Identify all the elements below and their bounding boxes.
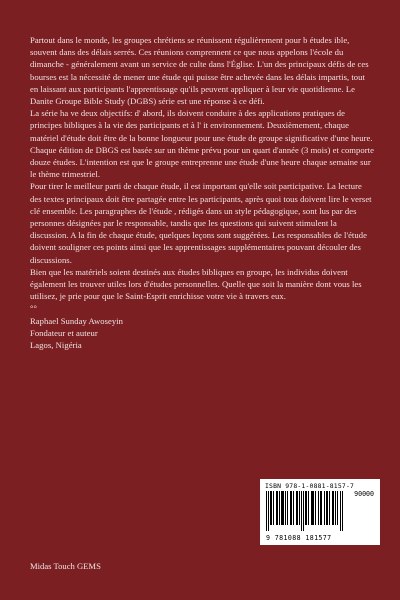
publisher-name: Midas Touch GEMS — [30, 561, 101, 571]
price-code: 90000 — [354, 490, 374, 498]
paragraph-participation: Pour tirer le meilleur parti de chaque étude, il est important qu'elle soit participative. La lecture des textes principaux doit être partagée entre les participants, après quoi tous doivent lire le verset clé ensemble. Les paragraphes de l'étude , rédigés dans un style pédagogique, sont lus par des personnes désignées par le responsable, tandis que les questions qui suivent stimulent la discussion. A la fin de chaque étude, quelques leçons sont suggérées. Les responsables de l'étude doivent souligner ces points ainsi que les apprentissages supplémentaires pouvant découler des discussions. — [30, 181, 372, 265]
paragraph-personal-use: Bien que les matériels soient destinés aux études bibliques en groupe, les individus doivent également les trouver utiles lors d'études personnelles. Quelle que soit la manière dont vous les utilisez, je prie pour que le Saint-Esprit enrichisse votre vie à travers eux. — [30, 266, 362, 302]
author-role: Fondateur et auteur — [30, 327, 98, 338]
isbn-text: ISBN 978-1-0881-8157-7 — [265, 482, 355, 490]
paragraph-editions: Chaque édition de DBGS est basée sur un thème prévu pour un quart d'année (3 mois) et comporte douze études. L'intention est que le groupe entreprenne une étude d'une heure chaque semaine sur le thème trimestriel. — [30, 144, 374, 180]
author-name: Raphael Sunday Awoseyin — [30, 315, 123, 326]
description-text — [30, 34, 375, 351]
paragraph-intro: Partout dans le monde, les groupes chrétiens se réunissent régulièrement pour b études ible, souvent dans des délais serrés. Ces réunions comprennent ce que nous appelons l'école du dimanche - généralement avant un service de culte dans l'Église. L'un des principaux défis de ces bourses est la nécessité de mener une étude qui puisse être achevée dans les délais impartis, tout en laissant aux participants l'apprentissage qu'ils peuvent appliquer à leur vie quotidienne. Le Danite Groupe Bible Study (DGBS) série est une réponse à ce défi. — [30, 35, 369, 107]
barcode-number: 9 781088 181577 — [266, 534, 332, 542]
author-location: Lagos, Nigéria — [30, 340, 82, 351]
signature-ornament: °° — [30, 303, 37, 314]
author-signature — [30, 302, 375, 351]
barcode-bars — [266, 491, 344, 531]
isbn-barcode — [260, 479, 380, 545]
paragraph-objectives: La série ha ve deux objectifs: d' abord, ils doivent conduire à des applications pratiques de principes bibliques à la vie des participants et à l' it environnement. Deuxièmement, chaque matériel d'étude doit être de la bonne longueur pour une étude de groupe significative d'une heure. — [30, 108, 373, 143]
